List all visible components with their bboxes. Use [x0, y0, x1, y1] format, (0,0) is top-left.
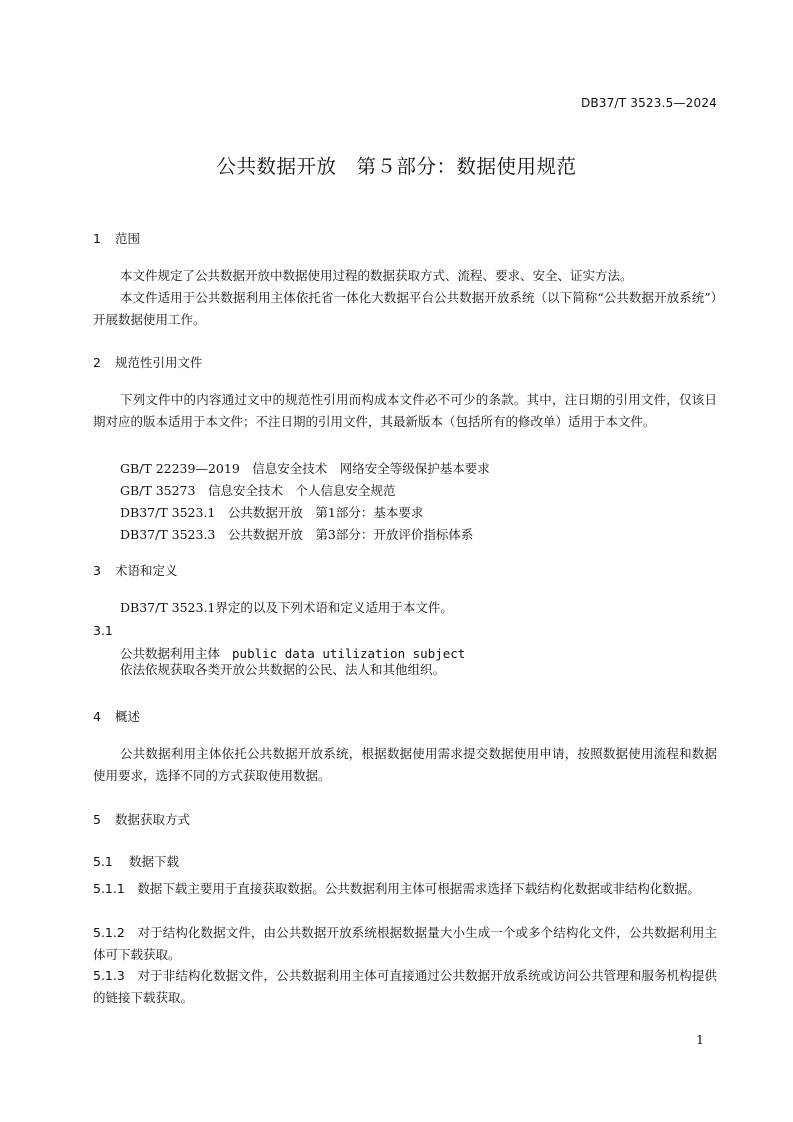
paragraph: DB37/T 3523.1界定的以及下列术语和定义适用于本文件。 — [120, 600, 453, 615]
clause-text: 对于非结构化数据文件，公共数据利用主体可直接通过公共数据开放系统或访问公共管理和服务机构提供的链接下载获取。 — [93, 968, 717, 1005]
section-number: 1 — [93, 231, 101, 246]
section-1-heading — [93, 229, 140, 247]
section-number: 5 — [93, 812, 101, 827]
clause-5-1-3 — [93, 965, 717, 1009]
section-title: 数据获取方式 — [115, 812, 191, 827]
normative-reference: DB37/T 3523.3 公共数据开放 第3部分：开放评价指标体系 — [120, 527, 474, 542]
subsection-5-1-heading — [93, 852, 179, 870]
section-4-heading — [93, 707, 140, 725]
clause-5-1-1 — [93, 878, 717, 900]
section-number: 2 — [93, 355, 101, 370]
normative-reference: GB/T 35273 信息安全技术 个人信息安全规范 — [120, 483, 396, 498]
section-5-heading — [93, 810, 190, 828]
paragraph: 公共数据利用主体依托公共数据开放系统，根据数据使用需求提交数据使用申请，按照数据使用流程和数据使用要求，选择不同的方式获取使用数据。 — [93, 746, 717, 783]
clause-text: 数据下载主要用于直接获取数据。公共数据利用主体可根据需求选择下载结构化数据或非结构化数据。 — [137, 881, 700, 896]
term-number: 3.1 — [93, 623, 113, 638]
term-english: public data utilization subject — [232, 646, 466, 661]
paragraph: 下列文件中的内容通过文中的规范性引用而构成本文件必不可少的条款。其中，注日期的引用文件，仅该日期对应的版本适用于本文件；不注日期的引用文件，其最新版本（包括所有的修改单）适用于本文件。 — [93, 392, 717, 429]
normative-reference: GB/T 22239—2019 信息安全技术 网络安全等级保护基本要求 — [120, 461, 490, 476]
clause-text: 对于结构化数据文件，由公共数据开放系统根据数据量大小生成一个或多个结构化文件，公共数据利用主体可下载获取。 — [93, 925, 717, 962]
section-title: 术语和定义 — [115, 563, 178, 578]
subsection-title: 数据下载 — [129, 854, 180, 869]
section-2-heading — [93, 353, 203, 371]
section-title: 范围 — [115, 231, 141, 246]
document-title: 公共数据开放 第５部分：数据使用规范 — [216, 155, 577, 178]
section-title: 概述 — [115, 709, 141, 724]
section-title: 规范性引用文件 — [115, 355, 203, 370]
clause-5-1-2 — [93, 922, 717, 966]
clause-number: 5.1.3 — [93, 968, 125, 983]
paragraph: 本文件规定了公共数据开放中数据使用过程的数据获取方式、流程、要求、安全、证实方法。 — [120, 268, 633, 283]
section-3-heading — [93, 561, 178, 579]
clause-number: 5.1.1 — [93, 881, 125, 896]
section-number: 3 — [93, 563, 101, 578]
standard-code: DB37/T 3523.5—2024 — [580, 96, 717, 110]
paragraph: 本文件适用于公共数据利用主体依托省一体化大数据平台公共数据开放系统（以下简称“公共数据开放系统”）开展数据使用工作。 — [93, 290, 717, 327]
section-number: 4 — [93, 709, 101, 724]
clause-number: 5.1.2 — [93, 925, 125, 940]
normative-reference: DB37/T 3523.1 公共数据开放 第1部分：基本要求 — [120, 505, 424, 520]
term-chinese: 公共数据利用主体 — [120, 646, 221, 661]
subsection-number: 5.1 — [93, 854, 113, 869]
term-definition: 依法依规获取各类开放公共数据的公民、法人和其他组织。 — [120, 662, 446, 677]
page-number: 1 — [696, 1032, 704, 1047]
